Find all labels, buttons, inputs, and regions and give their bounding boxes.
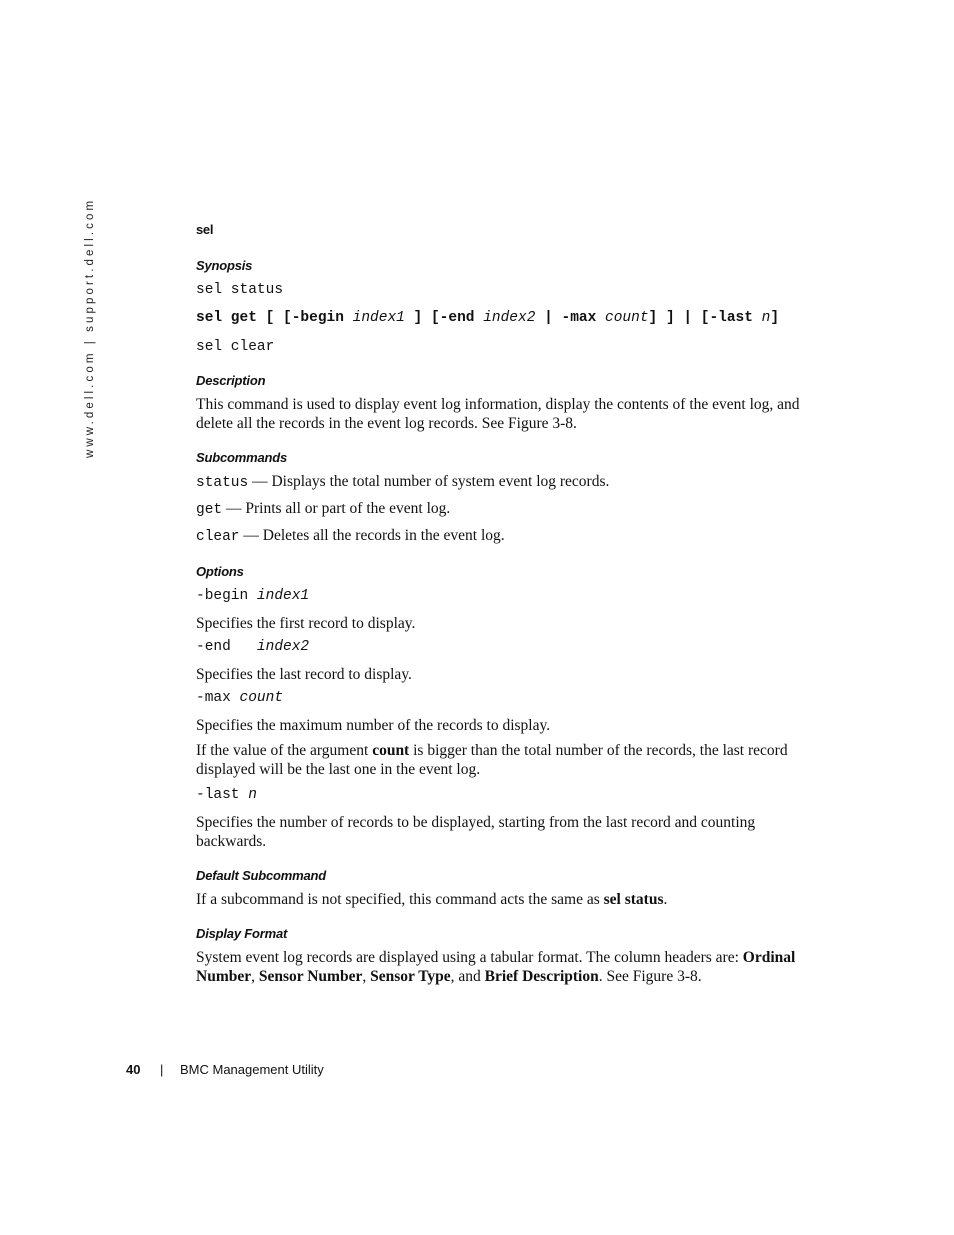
default-subcommand-text: If a subcommand is not specified, this command acts the same as sel status. — [196, 891, 668, 908]
option-max: -max count — [196, 690, 284, 706]
option-begin: -begin index1 — [196, 588, 310, 604]
page-number: 40 — [126, 1062, 141, 1077]
section-title: sel — [196, 222, 214, 237]
display-format-heading: Display Format — [196, 926, 288, 941]
description-heading: Description — [196, 373, 266, 388]
side-url: www.dell.com | support.dell.com — [84, 197, 96, 458]
description-text: This command is used to display event log information, display the contents of the event log, and delete all the records in the event log records. See Figure 3-8. — [196, 396, 800, 432]
page-footer — [126, 1062, 324, 1077]
option-max-note: If the value of the argument count is bigger than the total number of the records, the last record displayed will be the last one in the event log. — [196, 742, 788, 778]
options-heading: Options — [196, 564, 244, 579]
option-last: -last n — [196, 787, 257, 803]
option-last-desc: Specifies the number of records to be displayed, starting from the last record and counting backwards. — [196, 814, 756, 850]
option-end: -end index2 — [196, 639, 310, 655]
option-end-desc: Specifies the last record to display. — [196, 666, 412, 683]
main-content — [196, 222, 816, 986]
display-format-text: System event log records are displayed using a tabular format. The column headers are: Ordinal Number, Sensor Number, Sensor Type, and Brief Description. See Figure 3-8. — [196, 949, 796, 985]
subcommands-heading: Subcommands — [196, 450, 287, 465]
synopsis-heading: Synopsis — [196, 258, 253, 273]
option-max-desc: Specifies the maximum number of the records to display. — [196, 717, 551, 734]
subcommand-clear: clear — Deletes all the records in the event log. — [196, 527, 505, 545]
subcommand-status: status — Displays the total number of system event log records. — [196, 473, 610, 491]
synopsis-line-3: sel clear — [196, 339, 275, 355]
subcommand-get: get — Prints all or part of the event log. — [196, 500, 451, 518]
default-subcommand-heading: Default Subcommand — [196, 868, 327, 883]
footer-separator: | — [160, 1062, 164, 1077]
option-begin-desc: Specifies the first record to display. — [196, 615, 416, 632]
synopsis-line-1: sel status — [196, 282, 284, 298]
synopsis-line-2: sel get [ [-begin index1 ] [-end index2 | -max count] ] | [-last n] — [196, 310, 780, 326]
chapter-title: BMC Management Utility — [180, 1062, 324, 1077]
